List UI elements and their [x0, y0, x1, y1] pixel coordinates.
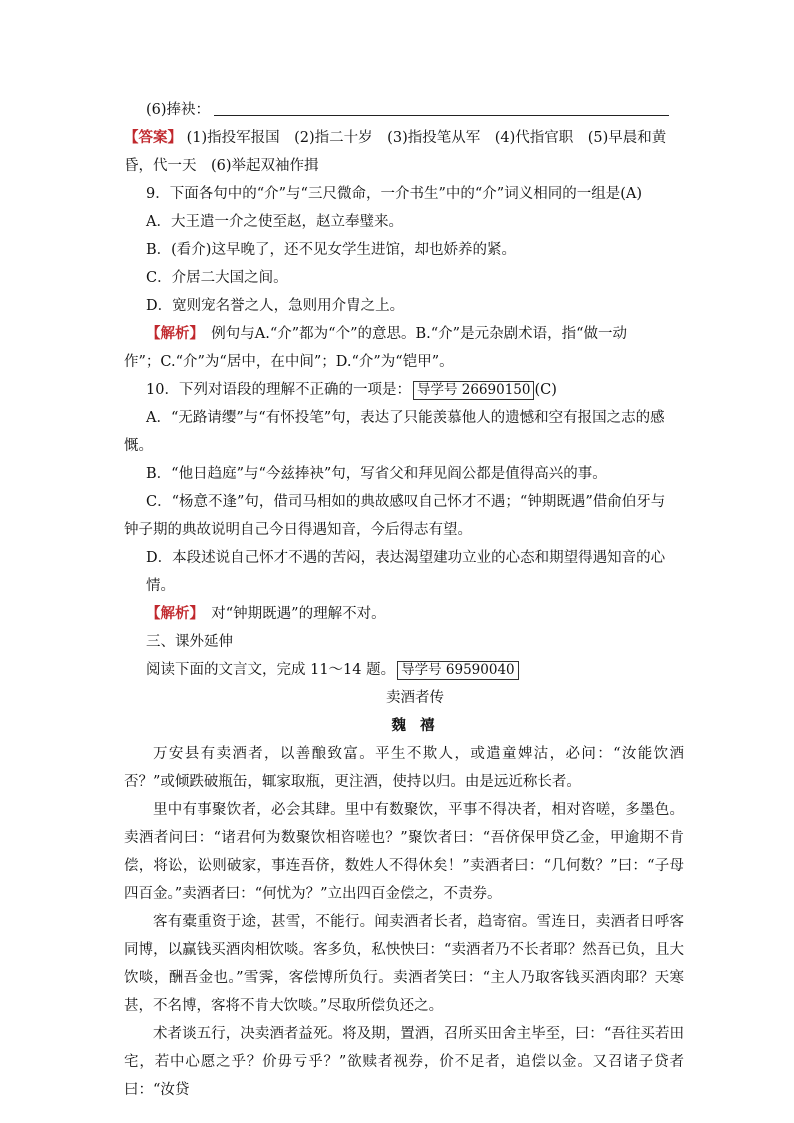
question-9-analysis-line-2: 作”；C.“介”为“居中，在中间”；D.“介”为“铠甲”。 — [124, 354, 454, 370]
question-10-option-c-line-1: C．“杨意不逢”句，借司马相如的典故感叹自己怀才不遇；“钟期既遇”借俞伯牙与 — [146, 494, 666, 510]
answer-block-line-1 — [124, 124, 684, 152]
question-10-code-box[interactable]: 导学号 26690150 — [413, 381, 535, 400]
answer-block-line-2 — [124, 152, 684, 180]
question-10-answer: (C) — [534, 382, 557, 398]
question-10-analysis-row — [146, 600, 684, 628]
analysis-text-1: 例句与A.“介”都为“个”的意思。B.“介”是元杂剧术语，指“做一动 — [196, 326, 627, 342]
article-paragraph: 里中有事聚饮者，必会其肆。里中有数聚饮，平事不得决者，相对咨嗟，多墨色。卖酒者问曰：“诸君何为数聚饮相咨嗟也？”聚饮者曰：“吾侪保甲贷乙金，甲逾期不肯偿，将讼，讼则破家，事连吾侪，数姓人不得休矣！”卖酒者曰：“几何数？”曰：“子母四百金。”卖酒者曰：“何忧为？”立出四百金偿之，不责券。 — [124, 802, 684, 902]
answer-tag: 【答案】 — [124, 129, 182, 146]
question-10-stem-row — [146, 376, 684, 404]
article-author-row — [146, 712, 684, 740]
article-title: 卖酒者传 — [386, 690, 444, 706]
article-paragraph: 客有橐重资于途，甚雪，不能行。闻卖酒者长者，趋寄宿。雪连日，卖酒者日呼客同博，以赢钱买酒肉相饮啖。客多负，私怏怏曰：“卖酒者乃不长者耶？然吾已负，且大饮啖，酬吾金也。”雪霁，客偿博所负行。卖酒者笑曰：“主人乃取客钱买酒肉耶？天寒甚，不名博，客将不肯大饮啖。”尽取所偿负还之。 — [124, 914, 684, 1014]
article-author: 魏禧 — [391, 717, 449, 734]
question-9-option-a: A．大王遣一介之使至赵，赵立奉璧来。 — [146, 214, 403, 230]
answer-blank-line[interactable] — [214, 99, 669, 116]
question-6-row — [146, 96, 684, 124]
analysis-tag: 【解析】 — [146, 325, 197, 342]
question-10-option-a-line-1: A．“无路请缨”与“有怀投笔”句，表达了只能羡慕他人的遗憾和空有报国之志的感 — [146, 410, 665, 426]
section-3-heading: 三、课外延伸 — [146, 634, 233, 650]
question-9-option-b: B．(看介)这早晚了，还不见女学生进馆，却也娇养的紧。 — [146, 242, 516, 258]
answer-text-1: (1)指投军报国 (2)指二十岁 (3)指投笔从军 (4)代指官职 (5)早晨和黄 — [182, 130, 667, 146]
question-6-label: (6)捧袂： — [146, 102, 211, 118]
section-3-code-box[interactable]: 导学号 69590040 — [397, 661, 519, 680]
question-9-analysis-line-1 — [146, 320, 684, 348]
question-10-stem: 10．下列对语段的理解不正确的一项是： — [146, 382, 411, 398]
question-9-option-d: D．宽则宠名誉之人，急则用介胄之上。 — [146, 298, 405, 314]
question-10-option-b: B．“他日趋庭”与“今兹捧袂”句，写省父和拜见阎公都是值得高兴的事。 — [146, 466, 607, 482]
analysis-text: 对“钟期既遇”的理解不对。 — [196, 606, 386, 622]
answer-text-2: 昏，代一天 (6)举起双袖作揖 — [124, 158, 319, 174]
question-10-option-c-line-2: 钟子期的典故说明自己今日得遇知音，今后得志有望。 — [124, 522, 472, 538]
article-paragraph: 万安县有卖酒者，以善酿致富。平生不欺人，或遣童婢沽，必问：“汝能饮酒否？”或倾跌破瓶缶，辄家取瓶，更注酒，使持以归。由是远近称长者。 — [124, 746, 684, 790]
question-10-option-d: D．本段述说自己怀才不遇的苦闷，表达渴望建功立业的心态和期望得遇知音的心情。 — [146, 550, 666, 594]
section-3-instruction-row — [146, 656, 684, 684]
question-10-option-a-line-2: 慨。 — [124, 438, 153, 454]
question-9-option-c: C．介居二大国之间。 — [146, 270, 288, 286]
section-3-instruction: 阅读下面的文言文，完成 11～14 题。 — [146, 662, 396, 678]
article-paragraph: 术者谈五行，决卖酒者益死。将及期，置酒，召所买田舍主毕至，曰：“吾往买若田宅，若中心愿之乎？价毋亏乎？”欲赎者视券，价不足者，追偿以金。又召诸子贷者曰：“汝贷 — [124, 1026, 684, 1098]
analysis-tag: 【解析】 — [146, 605, 197, 622]
question-9-stem: 9．下面各句中的“介”与“三尺微命，一介书生”中的“介”词义相同的一组是(A) — [146, 186, 642, 202]
